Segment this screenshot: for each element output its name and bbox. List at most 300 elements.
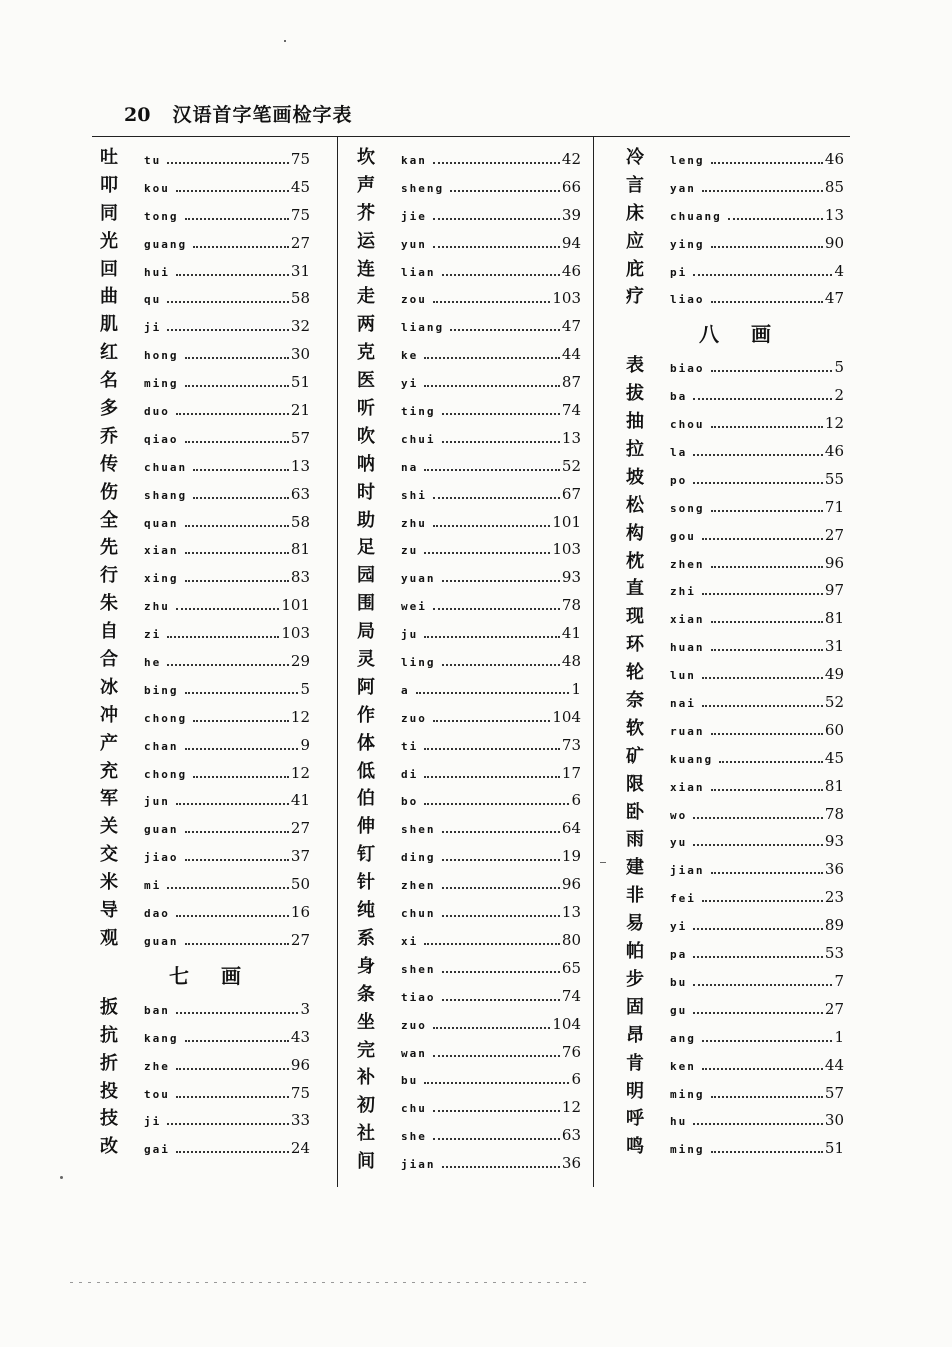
entry-character: 运 [357, 230, 375, 252]
stroke-count-heading: 七画 [169, 963, 273, 988]
index-entry [357, 814, 581, 842]
index-entry [626, 772, 844, 800]
index-entry [626, 827, 844, 855]
entry-character: 构 [626, 522, 644, 544]
index-entry [357, 145, 581, 173]
index-entry [626, 173, 844, 201]
entry-page-number: 27 [290, 233, 310, 252]
dot-leader [424, 357, 560, 359]
entry-page-number: 73 [561, 735, 581, 754]
entry-character: 先 [100, 537, 118, 559]
entry-page-number: 47 [561, 317, 581, 336]
index-entry [626, 493, 844, 521]
entry-page-number: 103 [552, 289, 581, 308]
index-entry [357, 340, 581, 368]
index-entry [626, 911, 844, 939]
dot-leader [185, 943, 289, 945]
entry-pinyin: guan [144, 823, 179, 837]
index-entry [357, 1093, 581, 1121]
entry-character: 直 [626, 578, 644, 600]
dot-leader [702, 677, 823, 679]
entry-character: 时 [357, 481, 375, 503]
entry-pinyin: xing [144, 572, 179, 586]
entry-character: 轮 [626, 662, 644, 684]
dot-leader [442, 887, 560, 889]
entry-pinyin: kang [144, 1031, 179, 1045]
entry-page-number: 9 [300, 735, 310, 754]
dot-leader [693, 956, 823, 958]
entry-pinyin: jian [670, 864, 705, 878]
dot-leader [711, 162, 823, 164]
entry-character: 明 [626, 1080, 644, 1102]
entry-page-number: 45 [290, 177, 310, 196]
page-title: 汉语首字笔画检字表 [172, 104, 353, 126]
entry-page-number: 1 [834, 1027, 844, 1046]
entry-page-number: 5 [300, 679, 310, 698]
entry-pinyin: shi [401, 488, 427, 502]
entry-character: 奈 [626, 690, 644, 712]
entry-pinyin: ming [144, 377, 179, 391]
entry-pinyin: zhu [144, 600, 170, 614]
dot-leader [442, 580, 560, 582]
entry-page-number: 94 [561, 233, 581, 252]
index-entry [357, 508, 581, 536]
entry-page-number: 24 [290, 1139, 310, 1158]
entry-character: 行 [100, 565, 118, 587]
entry-pinyin: zuo [401, 711, 427, 725]
dot-leader [433, 218, 560, 220]
index-entry [357, 982, 581, 1010]
index-entry [100, 535, 310, 563]
index-entry [100, 229, 310, 257]
entry-page-number: 87 [561, 373, 581, 392]
entry-pinyin: a [401, 683, 410, 697]
dot-leader [424, 943, 560, 945]
index-entry [100, 675, 310, 703]
dot-leader [185, 748, 299, 750]
index-column-2 [357, 145, 581, 1177]
entry-character: 乔 [100, 425, 118, 447]
entry-page-number: 75 [290, 150, 310, 168]
dot-leader [442, 859, 560, 861]
entry-page-number: 58 [290, 512, 310, 531]
entry-pinyin: yu [670, 836, 688, 850]
entry-pinyin: yan [670, 181, 696, 195]
entry-character: 体 [357, 732, 375, 754]
dot-leader [167, 636, 279, 638]
entry-pinyin: bu [401, 1074, 419, 1088]
column-divider-2 [593, 137, 594, 1187]
index-entry [357, 563, 581, 591]
entry-pinyin: ban [144, 1003, 170, 1017]
entry-character: 叩 [100, 174, 118, 196]
dot-leader [185, 441, 289, 443]
index-entry [357, 870, 581, 898]
dot-leader [176, 1096, 289, 1098]
entry-character: 声 [357, 174, 375, 196]
entry-pinyin: zi [144, 628, 162, 642]
entry-page-number: 81 [824, 609, 844, 628]
entry-pinyin: bing [144, 683, 179, 697]
entry-pinyin: po [670, 473, 688, 487]
entry-character: 技 [100, 1108, 118, 1130]
entry-page-number: 16 [290, 903, 310, 922]
entry-pinyin: quan [144, 516, 179, 530]
index-entry [626, 883, 844, 911]
entry-character: 帕 [626, 941, 644, 963]
entry-pinyin: zu [401, 544, 419, 558]
entry-pinyin: di [401, 767, 419, 781]
dot-leader [185, 859, 289, 861]
entry-character: 扳 [100, 996, 118, 1018]
entry-pinyin: yuan [401, 572, 436, 586]
index-entry [357, 312, 581, 340]
entry-page-number: 93 [824, 832, 844, 851]
entry-character: 阿 [357, 676, 375, 698]
entry-pinyin: ang [670, 1031, 696, 1045]
index-entry [626, 995, 844, 1023]
entry-pinyin: wei [401, 600, 427, 614]
entry-pinyin: lian [401, 265, 436, 279]
entry-character: 冷 [626, 147, 644, 168]
entry-pinyin: tou [144, 1087, 170, 1101]
entry-pinyin: ding [401, 851, 436, 865]
entry-page-number: 12 [290, 763, 310, 782]
dot-leader [176, 1012, 299, 1014]
scan-speck [60, 1176, 63, 1179]
entry-pinyin: guang [144, 237, 188, 251]
dot-leader [442, 971, 560, 973]
entry-page-number: 32 [290, 317, 310, 336]
dot-leader [693, 928, 823, 930]
entry-character: 床 [626, 202, 644, 224]
index-entry [626, 353, 844, 381]
dot-leader [433, 301, 550, 303]
dot-leader [185, 218, 289, 220]
entry-page-number: 44 [561, 345, 581, 364]
entry-pinyin: yi [401, 377, 419, 391]
entry-pinyin: hui [144, 265, 170, 279]
index-entry [626, 145, 844, 173]
index-entry [626, 549, 844, 577]
dot-leader [702, 538, 823, 540]
page-header [124, 100, 352, 130]
entry-pinyin: ti [401, 739, 419, 753]
entry-character: 补 [357, 1067, 375, 1089]
entry-character: 局 [357, 621, 375, 643]
dot-leader [442, 664, 560, 666]
dot-leader [711, 1096, 823, 1098]
dot-leader [424, 552, 550, 554]
index-entry [357, 396, 581, 424]
index-entry [626, 688, 844, 716]
entry-character: 昂 [626, 1024, 644, 1046]
dot-leader [693, 482, 823, 484]
entry-page-number: 104 [552, 1014, 581, 1033]
entry-page-number: 43 [290, 1027, 310, 1046]
entry-character: 充 [100, 760, 118, 782]
entry-pinyin: he [144, 656, 162, 670]
entry-character: 导 [100, 900, 118, 922]
entry-pinyin: ji [144, 321, 162, 335]
index-entry [100, 563, 310, 591]
entry-page-number: 4 [834, 261, 844, 280]
entry-page-number: 63 [561, 1126, 581, 1145]
entry-pinyin: chong [144, 711, 188, 725]
index-entry [100, 368, 310, 396]
entry-pinyin: gai [144, 1143, 170, 1157]
index-entry [100, 1079, 310, 1107]
dot-leader [167, 1123, 289, 1125]
entry-pinyin: na [401, 460, 419, 474]
entry-page-number: 53 [824, 944, 844, 963]
entry-page-number: 37 [290, 847, 310, 866]
index-entry [626, 381, 844, 409]
entry-page-number: 80 [561, 930, 581, 949]
entry-pinyin: tiao [401, 990, 436, 1004]
dot-leader [433, 608, 560, 610]
dot-leader [693, 817, 823, 819]
entry-character: 曲 [100, 286, 118, 308]
entry-character: 伤 [100, 481, 118, 503]
entry-pinyin: shen [401, 962, 436, 976]
entry-character: 现 [626, 606, 644, 628]
index-entry [100, 703, 310, 731]
dot-leader [176, 1068, 289, 1070]
entry-character: 合 [100, 649, 118, 671]
entry-character: 完 [357, 1039, 375, 1061]
entry-page-number: 19 [561, 847, 581, 866]
entry-page-number: 44 [824, 1055, 844, 1074]
entry-pinyin: song [670, 501, 705, 515]
entry-page-number: 41 [290, 791, 310, 810]
dot-leader [711, 246, 823, 248]
entry-page-number: 81 [290, 540, 310, 559]
index-entry [626, 521, 844, 549]
index-entry [357, 1010, 581, 1038]
index-entry [100, 647, 310, 675]
entry-character: 红 [100, 342, 118, 364]
entry-pinyin: xian [144, 544, 179, 558]
entry-pinyin: ji [144, 1115, 162, 1129]
entry-page-number: 71 [824, 497, 844, 516]
entry-page-number: 67 [561, 484, 581, 503]
entry-page-number: 97 [824, 581, 844, 600]
entry-page-number: 45 [824, 748, 844, 767]
dot-leader [424, 748, 560, 750]
index-entry [626, 632, 844, 660]
index-entry [626, 660, 844, 688]
entry-pinyin: la [670, 446, 688, 460]
index-entry [357, 368, 581, 396]
dot-leader [711, 510, 823, 512]
index-entry [100, 173, 310, 201]
entry-character: 名 [100, 370, 118, 392]
entry-character: 固 [626, 996, 644, 1018]
entry-character: 松 [626, 494, 644, 516]
dot-leader [702, 705, 823, 707]
index-entry [626, 284, 844, 312]
entry-pinyin: fei [670, 892, 696, 906]
index-entry [100, 842, 310, 870]
entry-pinyin: zhi [670, 585, 696, 599]
dot-leader [185, 552, 289, 554]
dot-leader [702, 190, 823, 192]
entry-pinyin: jian [401, 1158, 436, 1172]
entry-page-number: 42 [561, 150, 581, 168]
entry-character: 冰 [100, 676, 118, 698]
dot-leader [711, 789, 823, 791]
entry-page-number: 12 [561, 1098, 581, 1117]
entry-page-number: 12 [824, 414, 844, 433]
index-entry [357, 173, 581, 201]
entry-pinyin: huan [670, 641, 705, 655]
entry-character: 限 [626, 773, 644, 795]
entry-character: 坎 [357, 147, 375, 168]
entry-pinyin: jun [144, 795, 170, 809]
index-entry [626, 576, 844, 604]
entry-page-number: 6 [571, 791, 581, 810]
entry-page-number: 27 [290, 930, 310, 949]
index-entry [357, 898, 581, 926]
entry-page-number: 46 [561, 261, 581, 280]
index-entry [357, 201, 581, 229]
entry-pinyin: ju [401, 628, 419, 642]
entry-page-number: 101 [552, 512, 581, 531]
index-entry [626, 257, 844, 285]
index-entry [100, 731, 310, 759]
entry-character: 产 [100, 732, 118, 754]
stroke-count-heading: 八画 [699, 322, 803, 347]
entry-character: 军 [100, 788, 118, 810]
entry-pinyin: xian [670, 780, 705, 794]
entry-page-number: 78 [824, 804, 844, 823]
index-entry [357, 452, 581, 480]
header-rule [92, 136, 850, 137]
entry-pinyin: qiao [144, 432, 179, 446]
entry-character: 传 [100, 453, 118, 475]
dot-leader [711, 370, 833, 372]
entry-page-number: 23 [824, 888, 844, 907]
index-entry [357, 619, 581, 647]
entry-character: 针 [357, 872, 375, 894]
entry-pinyin: mi [144, 879, 162, 893]
entry-pinyin: bo [401, 795, 419, 809]
entry-character: 肌 [100, 314, 118, 336]
entry-character: 芥 [357, 202, 375, 224]
dot-leader [433, 1027, 550, 1029]
entry-character: 卧 [626, 801, 644, 823]
entry-pinyin: zhen [401, 879, 436, 893]
entry-character: 非 [626, 885, 644, 907]
index-entry [100, 619, 310, 647]
entry-character: 围 [357, 593, 375, 615]
index-entry [357, 1065, 581, 1093]
entry-pinyin: shang [144, 488, 188, 502]
dot-leader [693, 274, 832, 276]
entry-pinyin: zou [401, 293, 427, 307]
dot-leader [702, 1040, 833, 1042]
entry-page-number: 48 [561, 652, 581, 671]
dot-leader [176, 274, 289, 276]
dot-leader [711, 566, 823, 568]
entry-page-number: 36 [561, 1154, 581, 1173]
entry-pinyin: yun [401, 237, 427, 251]
entry-page-number: 12 [290, 707, 310, 726]
dot-leader [185, 580, 289, 582]
dot-leader [719, 761, 823, 763]
index-entry [626, 744, 844, 772]
entry-page-number: 78 [561, 596, 581, 615]
entry-page-number: 74 [561, 986, 581, 1005]
index-entry [357, 591, 581, 619]
entry-character: 间 [357, 1151, 375, 1173]
entry-character: 连 [357, 258, 375, 280]
entry-page-number: 83 [290, 568, 310, 587]
entry-page-number: 3 [300, 999, 310, 1018]
index-entry [626, 716, 844, 744]
dot-leader [442, 1166, 560, 1168]
dot-leader [176, 915, 289, 917]
entry-character: 园 [357, 565, 375, 587]
entry-character: 鸣 [626, 1136, 644, 1158]
dot-leader [424, 636, 560, 638]
entry-character: 抗 [100, 1024, 118, 1046]
entry-character: 同 [100, 202, 118, 224]
entry-page-number: 13 [290, 456, 310, 475]
entry-character: 光 [100, 230, 118, 252]
entry-page-number: 58 [290, 289, 310, 308]
dot-leader [193, 720, 289, 722]
entry-character: 冲 [100, 704, 118, 726]
entry-character: 朱 [100, 593, 118, 615]
entry-pinyin: chuang [670, 209, 722, 223]
entry-character: 系 [357, 927, 375, 949]
dot-leader [424, 469, 560, 471]
entry-character: 呼 [626, 1108, 644, 1130]
index-entry [100, 759, 310, 787]
entry-character: 坐 [357, 1011, 375, 1033]
entry-pinyin: bu [670, 975, 688, 989]
entry-pinyin: hong [144, 349, 179, 363]
index-entry [357, 284, 581, 312]
page-number: 20 [124, 104, 151, 126]
entry-pinyin: chu [401, 1102, 427, 1116]
entry-page-number: 74 [561, 401, 581, 420]
entry-pinyin: zuo [401, 1018, 427, 1032]
entry-page-number: 21 [290, 401, 310, 420]
entry-page-number: 29 [290, 652, 310, 671]
dot-leader [185, 692, 299, 694]
index-entry [100, 452, 310, 480]
entry-page-number: 46 [824, 150, 844, 168]
entry-page-number: 31 [290, 261, 310, 280]
entry-page-number: 47 [824, 289, 844, 308]
entry-pinyin: dao [144, 907, 170, 921]
entry-character: 作 [357, 704, 375, 726]
dot-leader [693, 1012, 823, 1014]
entry-character: 软 [626, 717, 644, 739]
entry-character: 初 [357, 1095, 375, 1117]
dot-leader [167, 329, 289, 331]
entry-page-number: 52 [824, 693, 844, 712]
entry-character: 伸 [357, 816, 375, 838]
entry-page-number: 85 [824, 177, 844, 196]
entry-page-number: 66 [561, 177, 581, 196]
dot-leader [442, 413, 560, 415]
entry-page-number: 1 [571, 679, 581, 698]
entry-page-number: 81 [824, 776, 844, 795]
